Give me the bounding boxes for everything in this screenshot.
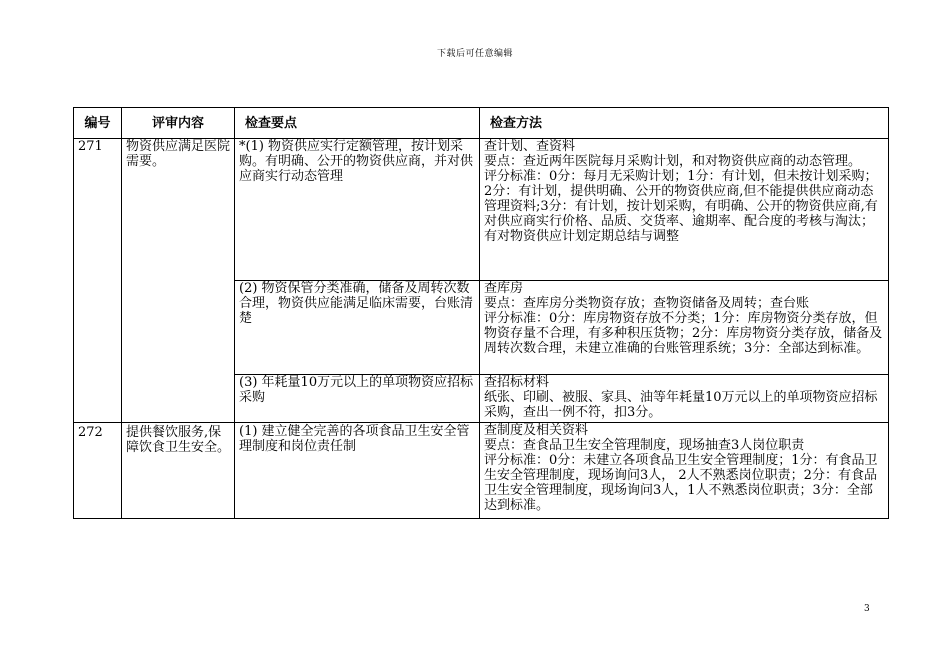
method-title: 查计划、查资料 (484, 139, 576, 154)
table-header-row (74, 108, 889, 139)
page-header: 下载后可任意编辑 (436, 49, 513, 59)
review-content: 物资供应满足医院需要。 (122, 139, 235, 423)
check-point: (2) 物资保管分类准确，储备及周转次数合理，物资供应能满足临床需要，台账清楚 (235, 281, 480, 375)
method-title: 查库房 (484, 281, 524, 296)
item-number: 272 (74, 423, 122, 519)
review-table (73, 107, 889, 519)
check-method (480, 281, 889, 375)
method-scoring: 评分标准：0分：每月无采购计划；1分：有计划，但未按计划采购；2分：有计划，提供明确、公开的物资供应商,但不能提供供应商动态管理资料;3分：有计划，按计划采购，有明确、公开的物资供应商,有对供应商实行价格、品质、交货率、逾期率、配合度的考核与淘汰；有对物资供应计划定期总结与调整 (484, 169, 878, 244)
method-scoring: 评分标准：0分：库房物资存放不分类；1分：库房物资分类存放，但物资存量不合理，有多种积压货物；2分：库房物资分类存放，储备及周转次数合理，未建立准确的台账管理系统；3分：全部达到标准。 (484, 311, 883, 356)
check-method (480, 375, 889, 423)
column-header-check-points: 检查要点 (235, 108, 480, 139)
method-title: 查招标材料 (484, 375, 550, 390)
column-header-number: 编号 (74, 108, 122, 139)
check-method (480, 139, 889, 281)
column-header-review-content: 评审内容 (122, 108, 235, 139)
method-title: 查制度及相关资料 (484, 423, 589, 438)
method-key-points: 要点：查库房分类物资存放；查物资储备及周转；查台账 (484, 296, 810, 311)
table-row (74, 423, 889, 519)
method-scoring: 纸张、印刷、被服、家具、油等年耗量10万元以上的单项物资应招标采购，查出一例不符，扣3分。 (484, 390, 878, 420)
method-scoring: 评分标准：0分：未建立各项食品卫生安全管理制度；1分：有食品卫生安全管理制度，现场询问3人， 2人不熟悉岗位职责；2分：有食品卫生安全管理制度，现场询问3人，1人不熟悉岗位职责；3分：全部达到标准。 (484, 453, 878, 513)
check-point: (3) 年耗量10万元以上的单项物资应招标采购 (235, 375, 480, 423)
column-header-check-method: 检查方法 (480, 108, 889, 139)
check-point: *(1) 物资供应实行定额管理，按计划采购。有明确、公开的物资供应商，并对供应商实行动态管理 (235, 139, 480, 281)
method-key-points: 要点：查近两年医院每月采购计划，和对物资供应商的动态管理。 (484, 154, 862, 169)
check-method (480, 423, 889, 519)
check-point: (1) 建立健全完善的各项食品卫生安全管理制度和岗位责任制 (235, 423, 480, 519)
method-key-points: 要点：查食品卫生安全管理制度，现场抽查3人岗位职责 (484, 438, 805, 453)
table-row (74, 139, 889, 281)
review-content: 提供餐饮服务,保障饮食卫生安全。 (122, 423, 235, 519)
item-number: 271 (74, 139, 122, 423)
page-number: 3 (864, 604, 870, 614)
